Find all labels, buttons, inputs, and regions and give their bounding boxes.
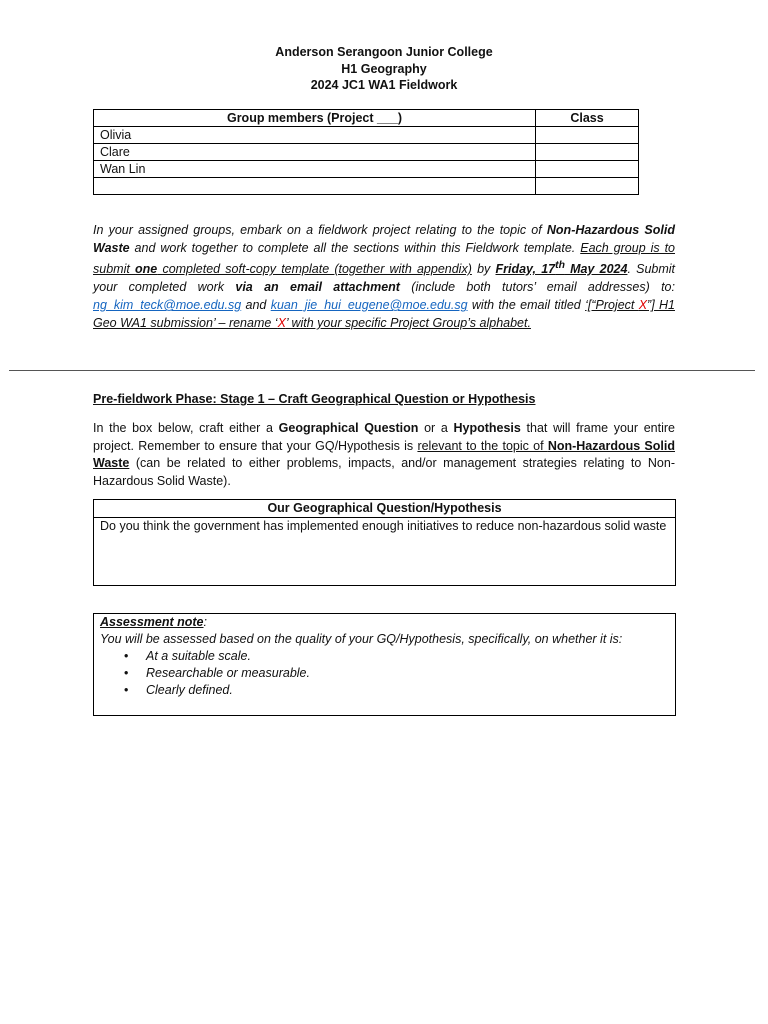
intro-emphasis: one	[135, 262, 158, 277]
stage-instructions	[93, 420, 675, 490]
members-column-header: Group members (Project ___)	[94, 110, 536, 127]
criteria-list	[100, 648, 669, 699]
stage-text: that will frame your entire project. Remember to ensure that your GQ/Hypothesis is	[93, 421, 675, 453]
geographical-question-box	[93, 499, 676, 586]
deadline-suffix: th	[555, 260, 565, 271]
assessment-note-label: Assessment note	[100, 615, 204, 629]
bullet-icon: •	[124, 666, 129, 680]
intro-text: . Submit your completed work	[93, 262, 676, 295]
assessment-title: 2024 JC1 WA1 Fieldwork	[310, 78, 458, 92]
gq-answer-field[interactable]: Do you think the government has implemented enough initiatives to reduce non-hazardous solid waste	[100, 519, 667, 533]
project-placeholder: X	[638, 298, 648, 313]
submission-method: via an email attachment	[235, 280, 400, 295]
intro-text: Each group is to submit	[93, 241, 675, 277]
subject-name: H1 Geography	[341, 61, 427, 76]
school-name: Anderson Serangoon Junior College	[275, 45, 493, 59]
member-class-cell[interactable]	[536, 144, 639, 161]
intro-text: and	[241, 298, 271, 313]
member-name-cell[interactable]: Wan Lin	[94, 161, 536, 178]
criteria-text: Clearly defined.	[146, 683, 233, 697]
assessment-note-intro: You will be assessed based on the quality of your GQ/Hypothesis, specifically, on whether it is:	[100, 632, 623, 646]
intro-text: ‘[“Project	[585, 298, 639, 313]
deadline-day: Friday, 17	[495, 262, 556, 277]
member-name-cell[interactable]	[94, 178, 536, 195]
stage-emphasis: Geographical Question	[278, 421, 419, 435]
stage-heading: Pre-fieldwork Phase: Stage 1 – Craft Geographical Question or Hypothesis	[93, 392, 536, 406]
table-row	[94, 161, 639, 178]
member-class-cell[interactable]	[536, 178, 639, 195]
assessment-note-label-line	[100, 614, 669, 631]
stage-text: (can be related to either problems, impacts, and/or management strategies relating to Non-Hazardous Solid Waste).	[93, 456, 675, 488]
stage-text: In the box below, craft either a	[93, 421, 279, 435]
document-header	[0, 44, 768, 94]
intro-text: and work together to complete all the sections within this Fieldwork template.	[129, 241, 581, 255]
class-column-header: Class	[536, 110, 639, 127]
stage-text: or a	[418, 421, 454, 435]
intro-text: In your assigned groups, embark on a fieldwork project relating to the topic of	[93, 223, 547, 237]
tutor-email-link-2[interactable]: kuan_jie_hui_eugene@moe.edu.sg	[270, 298, 468, 313]
list-item	[100, 665, 669, 682]
deadline-month-year: May 2024	[564, 262, 628, 277]
table-row	[94, 144, 639, 161]
project-placeholder: X	[277, 316, 286, 331]
table-header-row	[94, 110, 639, 127]
list-item	[100, 648, 669, 665]
intro-text: completed soft-copy template (together with appendix)	[157, 262, 472, 277]
intro-text: with the email titled	[467, 298, 586, 313]
stage-text: relevant to the topic of	[417, 438, 548, 453]
member-class-cell[interactable]	[536, 161, 639, 178]
assessment-note-box	[93, 613, 676, 716]
bullet-icon: •	[124, 649, 129, 663]
criteria-text: At a suitable scale.	[146, 649, 251, 663]
intro-text: ”] H1 Geo WA1 submission’ – rename ‘	[93, 298, 675, 331]
group-members-table	[93, 109, 639, 195]
member-class-cell[interactable]	[536, 127, 639, 144]
deadline-date	[495, 262, 627, 276]
intro-topic: Non-Hazardous Solid Waste	[93, 223, 675, 255]
intro-text: by	[471, 262, 496, 277]
table-row	[94, 178, 639, 195]
stage-topic: Non-Hazardous Solid Waste	[93, 438, 675, 470]
bullet-icon: •	[124, 683, 129, 697]
intro-text: ’ with your specific Project Group’s alphabet.	[285, 316, 531, 331]
assessment-note-colon: :	[203, 615, 207, 629]
stage-emphasis: Hypothesis	[453, 421, 521, 435]
gq-box-heading: Our Geographical Question/Hypothesis	[94, 500, 675, 518]
instructions-paragraph	[93, 221, 675, 332]
member-name-cell[interactable]: Olivia	[94, 127, 536, 144]
section-divider	[9, 370, 755, 371]
tutor-email-link-1[interactable]: ng_kim_teck@moe.edu.sg	[93, 298, 242, 313]
table-row	[94, 127, 639, 144]
member-name-cell[interactable]: Clare	[94, 144, 536, 161]
intro-text: (include both tutors’ email addresses) to:	[399, 280, 675, 295]
criteria-text: Researchable or measurable.	[146, 666, 310, 680]
list-item	[100, 682, 669, 699]
